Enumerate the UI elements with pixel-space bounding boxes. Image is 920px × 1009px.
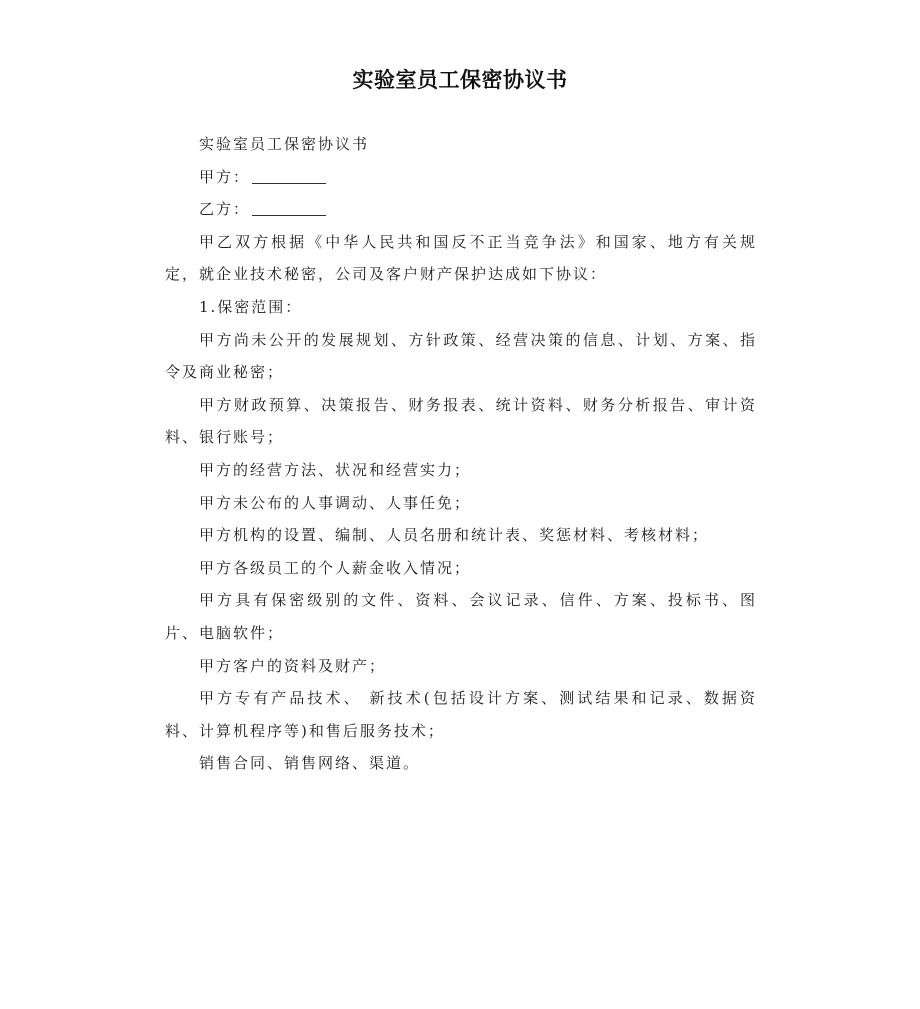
scope-item: 甲方具有保密级别的文件、资料、会议记录、信件、方案、投标书、图片、电脑软件； [165, 591, 757, 642]
scope-item: 销售合同、销售网络、渠道。 [199, 754, 421, 773]
party-a-line [165, 161, 757, 194]
scope-item: 甲方的经营方法、状况和经营实力； [199, 460, 472, 479]
scope-item: 甲方客户的资料及财产； [199, 656, 387, 675]
scope-item: 甲方机构的设置、编制、人员名册和统计表、奖惩材料、考核材料； [199, 526, 710, 545]
party-b-blank [252, 195, 326, 216]
scope-item: 甲方专有产品技术、 新技术(包括设计方案、测试结果和记录、数据资料、计算机程序等)和售后服务技术； [165, 689, 757, 740]
party-b-line [165, 193, 757, 226]
scope-item: 甲方未公布的人事调动、人事任免； [199, 493, 472, 512]
scope-item: 甲方财政预算、决策报告、财务报表、统计资料、财务分析报告、审计资料、银行账号； [165, 395, 757, 447]
subtitle-paragraph: 实验室员工保密协议书 [199, 135, 370, 153]
party-a-blank [252, 163, 326, 184]
party-a-label: 甲方： [199, 167, 251, 186]
document-body [165, 128, 757, 780]
party-b-label: 乙方： [199, 200, 251, 219]
section-heading: 1.保密范围： [199, 297, 303, 316]
scope-item: 甲方尚未公开的发展规划、方针政策、经营决策的信息、计划、方案、指令及商业秘密； [165, 330, 757, 382]
intro-paragraph: 甲乙双方根据《中华人民共和国反不正当竞争法》和国家、地方有关规定，就企业技术秘密，公司及客户财产保护达成如下协议： [165, 232, 757, 284]
scope-item: 甲方各级员工的个人薪金收入情况； [199, 558, 472, 577]
document-title: 实验室员工保密协议书 [352, 68, 568, 92]
